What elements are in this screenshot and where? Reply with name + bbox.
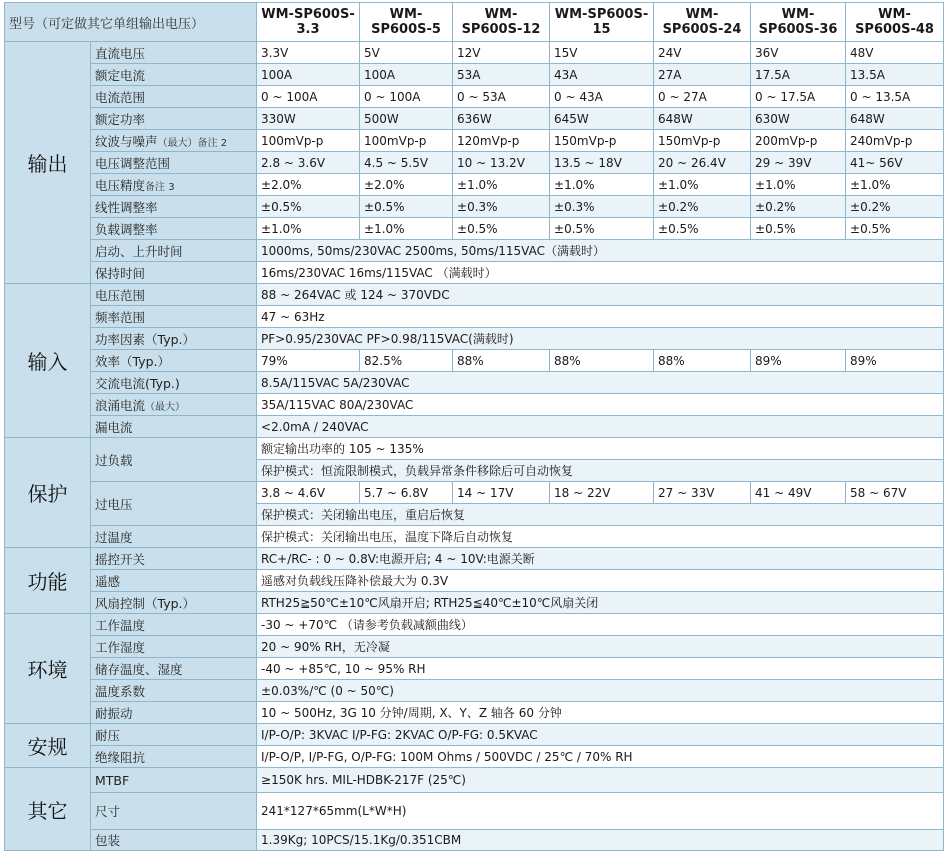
value-cell: RTH25≧50℃±10℃风扇开启; RTH25≦40℃±10℃风扇关闭 [257, 592, 944, 614]
table-row [5, 130, 944, 152]
table-row [5, 394, 944, 416]
value-cell: ±1.0% [257, 218, 360, 240]
table-row [5, 702, 944, 724]
row-label [91, 394, 257, 416]
row-label-text: 尺寸 [95, 804, 121, 819]
value-cell: 120mVp-p [453, 130, 550, 152]
value-cell: 330W [257, 108, 360, 130]
row-label-text: 保持时间 [95, 265, 146, 281]
row-label [91, 746, 257, 768]
value-cell: 43A [550, 64, 654, 86]
row-label [91, 152, 257, 174]
group-label-input: 输入 [5, 284, 91, 438]
row-label-text: 电压精度 [95, 177, 146, 193]
table-row [5, 372, 944, 394]
table-row [5, 416, 944, 438]
row-label-text: 耐振动 [95, 705, 133, 721]
value-cell: 100A [360, 64, 453, 86]
value-cell: <2.0mA / 240VAC [257, 416, 944, 438]
table-row [5, 793, 944, 830]
value-cell: 12V [453, 42, 550, 64]
value-cell: 27A [654, 64, 751, 86]
row-label-text: 风扇控制（Typ.） [95, 595, 195, 611]
value-cell: ±2.0% [257, 174, 360, 196]
value-cell: 1.39Kg; 10PCS/15.1Kg/0.351CBM [257, 830, 944, 851]
row-label [91, 482, 257, 526]
value-cell: RC+/RC- : 0 ~ 0.8V:电源开启; 4 ~ 10V:电源关断 [257, 548, 944, 570]
row-label-text: 工作湿度 [95, 639, 146, 655]
value-cell: 0 ~ 43A [550, 86, 654, 108]
row-label [91, 108, 257, 130]
value-cell: 20 ~ 90% RH，无冷凝 [257, 636, 944, 658]
row-label-text: 电流范围 [95, 89, 146, 105]
row-label [91, 658, 257, 680]
table-row [5, 174, 944, 196]
value-cell: 47 ~ 63Hz [257, 306, 944, 328]
row-label [91, 416, 257, 438]
value-cell: 240mVp-p [846, 130, 944, 152]
row-label [91, 636, 257, 658]
value-cell: ±1.0% [751, 174, 846, 196]
table-row [5, 350, 944, 372]
value-cell: ±2.0% [360, 174, 453, 196]
table-row [5, 306, 944, 328]
value-cell: ±1.0% [360, 218, 453, 240]
row-label [91, 130, 257, 152]
table-row [5, 680, 944, 702]
table-row [5, 768, 944, 793]
group-label-protection: 保护 [5, 438, 91, 548]
row-label-text: 频率范围 [95, 309, 146, 325]
value-cell: 额定输出功率的 105 ~ 135% [257, 438, 944, 460]
table-row [5, 658, 944, 680]
value-cell: ±0.5% [751, 218, 846, 240]
row-label-text: 负载调整率 [95, 221, 158, 237]
row-label-text: 纹波与噪声 [95, 133, 158, 149]
value-cell: 100mVp-p [257, 130, 360, 152]
row-label [91, 724, 257, 746]
value-cell: 89% [846, 350, 944, 372]
value-cell: -40 ~ +85℃, 10 ~ 95% RH [257, 658, 944, 680]
table-row [5, 262, 944, 284]
value-cell: ±0.5% [654, 218, 751, 240]
table-row [5, 482, 944, 504]
row-label [91, 548, 257, 570]
value-cell: 10 ~ 13.2V [453, 152, 550, 174]
row-label [91, 592, 257, 614]
row-label-note: 备注 3 [145, 181, 175, 193]
value-cell: ±0.3% [453, 196, 550, 218]
value-cell: ±0.3% [550, 196, 654, 218]
spec-table-body [5, 3, 944, 851]
row-label-text: 电压调整范围 [95, 155, 171, 171]
table-row [5, 614, 944, 636]
model-header: WM-SP600S-3.3 [257, 3, 360, 42]
value-cell: 0 ~ 27A [654, 86, 751, 108]
table-row [5, 42, 944, 64]
table-row [5, 240, 944, 262]
value-cell: 41~ 56V [846, 152, 944, 174]
row-label-text: 直流电压 [95, 45, 146, 61]
value-cell: 14 ~ 17V [453, 482, 550, 504]
row-label-text: 过温度 [95, 529, 133, 545]
model-header: WM-SP600S-15 [550, 3, 654, 42]
table-row [5, 284, 944, 306]
value-cell: 15V [550, 42, 654, 64]
value-cell: ±1.0% [846, 174, 944, 196]
value-cell: ±0.5% [846, 218, 944, 240]
table-row [5, 592, 944, 614]
value-cell: 648W [654, 108, 751, 130]
row-label [91, 702, 257, 724]
row-label-text: 线性调整率 [95, 199, 158, 215]
row-label-text: 摇控开关 [95, 551, 146, 567]
value-cell: 41 ~ 49V [751, 482, 846, 504]
row-label-text: 交流电流(Typ.) [95, 375, 180, 391]
table-row [5, 218, 944, 240]
model-header: WM-SP600S-36 [751, 3, 846, 42]
value-cell: ±0.03%/℃ (0 ~ 50℃) [257, 680, 944, 702]
value-cell: 0 ~ 100A [257, 86, 360, 108]
row-label-text: 温度系数 [95, 683, 146, 699]
table-row [5, 196, 944, 218]
value-cell: ±0.5% [360, 196, 453, 218]
table-row [5, 438, 944, 460]
value-cell: 88% [654, 350, 751, 372]
row-label-text: 耐压 [95, 727, 121, 743]
group-label-safety: 安规 [5, 724, 91, 768]
row-label-text: 额定功率 [95, 111, 146, 127]
value-cell: 13.5 ~ 18V [550, 152, 654, 174]
value-cell: 24V [654, 42, 751, 64]
value-cell: 35A/115VAC 80A/230VAC [257, 394, 944, 416]
table-row [5, 86, 944, 108]
table-row [5, 570, 944, 592]
row-label-text: 绝缘阻抗 [95, 749, 146, 765]
row-label [91, 328, 257, 350]
row-label-note: （最大） [145, 401, 186, 413]
value-cell: 200mVp-p [751, 130, 846, 152]
value-cell: 241*127*65mm(L*W*H) [257, 793, 944, 830]
value-cell: 20 ~ 26.4V [654, 152, 751, 174]
value-cell: 88% [550, 350, 654, 372]
value-cell: ≥150K hrs. MIL-HDBK-217F (25℃) [257, 768, 944, 793]
model-header: WM-SP600S-5 [360, 3, 453, 42]
row-label [91, 768, 257, 793]
row-label [91, 240, 257, 262]
value-cell: 保护模式：关闭输出电压，重启后恢复 [257, 504, 944, 526]
value-cell: 29 ~ 39V [751, 152, 846, 174]
row-label [91, 42, 257, 64]
table-row [5, 108, 944, 130]
value-cell: 150mVp-p [550, 130, 654, 152]
row-label [91, 306, 257, 328]
row-label [91, 793, 257, 830]
value-cell: 13.5A [846, 64, 944, 86]
row-label-text: 工作温度 [95, 617, 146, 633]
value-cell: 150mVp-p [654, 130, 751, 152]
model-label: 型号（可定做其它单组输出电压） [5, 3, 257, 42]
row-label-text: 电压范围 [95, 287, 146, 303]
value-cell: ±0.5% [550, 218, 654, 240]
header-row [5, 3, 944, 42]
row-label [91, 196, 257, 218]
value-cell: ±0.5% [257, 196, 360, 218]
group-label-other: 其它 [5, 768, 91, 851]
table-row [5, 526, 944, 548]
row-label [91, 614, 257, 636]
value-cell: ±1.0% [453, 174, 550, 196]
model-header: WM-SP600S-48 [846, 3, 944, 42]
value-cell: 保护模式：恒流限制模式，负载异常条件移除后可自动恢复 [257, 460, 944, 482]
value-cell: 82.5% [360, 350, 453, 372]
value-cell: 10 ~ 500Hz, 3G 10 分钟/周期, X、Y、Z 轴各 60 分钟 [257, 702, 944, 724]
row-label [91, 86, 257, 108]
value-cell: 636W [453, 108, 550, 130]
value-cell: 48V [846, 42, 944, 64]
value-cell: 18 ~ 22V [550, 482, 654, 504]
value-cell: I/P-O/P, I/P-FG, O/P-FG: 100M Ohms / 500VDC / 25℃ / 70% RH [257, 746, 944, 768]
row-label-text: 浪涌电流 [95, 397, 146, 413]
value-cell: 保护模式：关闭输出电压，温度下降后自动恢复 [257, 526, 944, 548]
row-label-text: 功率因素（Typ.） [95, 331, 195, 347]
value-cell: 88% [453, 350, 550, 372]
table-row [5, 548, 944, 570]
value-cell: 16ms/230VAC 16ms/115VAC （满载时） [257, 262, 944, 284]
value-cell: 5.7 ~ 6.8V [360, 482, 453, 504]
model-header: WM-SP600S-12 [453, 3, 550, 42]
value-cell: 5V [360, 42, 453, 64]
value-cell: 遥感对负载线压降补偿最大为 0.3V [257, 570, 944, 592]
value-cell: 3.3V [257, 42, 360, 64]
value-cell: 645W [550, 108, 654, 130]
row-label [91, 174, 257, 196]
group-label-function: 功能 [5, 548, 91, 614]
row-label [91, 218, 257, 240]
row-label [91, 680, 257, 702]
row-label-text: 过电压 [95, 496, 133, 512]
row-label-text: 包装 [95, 833, 121, 848]
value-cell: ±0.2% [751, 196, 846, 218]
table-row [5, 152, 944, 174]
value-cell: 0 ~ 13.5A [846, 86, 944, 108]
value-cell: 0 ~ 100A [360, 86, 453, 108]
row-label [91, 438, 257, 482]
row-label-text: 效率（Typ.） [95, 353, 170, 369]
value-cell: PF>0.95/230VAC PF>0.98/115VAC(满载时) [257, 328, 944, 350]
value-cell: 630W [751, 108, 846, 130]
row-label-text: MTBF [95, 772, 130, 788]
row-label-text: 漏电流 [95, 419, 133, 435]
value-cell: 3.8 ~ 4.6V [257, 482, 360, 504]
value-cell: 17.5A [751, 64, 846, 86]
value-cell: 100mVp-p [360, 130, 453, 152]
value-cell: 88 ~ 264VAC 或 124 ~ 370VDC [257, 284, 944, 306]
row-label [91, 372, 257, 394]
row-label [91, 262, 257, 284]
value-cell: ±0.5% [453, 218, 550, 240]
row-label-text: 过负载 [95, 452, 133, 468]
row-label [91, 350, 257, 372]
row-label [91, 64, 257, 86]
row-label-text: 遥感 [95, 573, 121, 589]
value-cell: -30 ~ +70℃ （请参考负载减额曲线） [257, 614, 944, 636]
table-row [5, 830, 944, 851]
row-label [91, 526, 257, 548]
value-cell: ±0.2% [654, 196, 751, 218]
value-cell: 36V [751, 42, 846, 64]
value-cell: 58 ~ 67V [846, 482, 944, 504]
group-label-environment: 环境 [5, 614, 91, 724]
value-cell: 1000ms, 50ms/230VAC 2500ms, 50ms/115VAC（满载时） [257, 240, 944, 262]
value-cell: ±1.0% [550, 174, 654, 196]
spec-table [4, 2, 944, 851]
value-cell: 0 ~ 53A [453, 86, 550, 108]
value-cell: 8.5A/115VAC 5A/230VAC [257, 372, 944, 394]
value-cell: 53A [453, 64, 550, 86]
row-label-text: 额定电流 [95, 67, 146, 83]
row-label-text: 启动、上升时间 [95, 243, 183, 259]
row-label [91, 830, 257, 851]
table-row [5, 328, 944, 350]
value-cell: 79% [257, 350, 360, 372]
value-cell: 500W [360, 108, 453, 130]
value-cell: 0 ~ 17.5A [751, 86, 846, 108]
value-cell: 89% [751, 350, 846, 372]
value-cell: I/P-O/P: 3KVAC I/P-FG: 2KVAC O/P-FG: 0.5KVAC [257, 724, 944, 746]
value-cell: 2.8 ~ 3.6V [257, 152, 360, 174]
table-row [5, 64, 944, 86]
row-label [91, 570, 257, 592]
table-row [5, 724, 944, 746]
model-header: WM-SP600S-24 [654, 3, 751, 42]
value-cell: 648W [846, 108, 944, 130]
value-cell: ±1.0% [654, 174, 751, 196]
row-label-note: （最大）备注 2 [157, 137, 228, 149]
group-label-output: 输出 [5, 42, 91, 284]
row-label-text: 储存温度、湿度 [95, 661, 183, 677]
value-cell: 27 ~ 33V [654, 482, 751, 504]
value-cell: 100A [257, 64, 360, 86]
table-row [5, 746, 944, 768]
value-cell: 4.5 ~ 5.5V [360, 152, 453, 174]
table-row [5, 636, 944, 658]
row-label [91, 284, 257, 306]
value-cell: ±0.2% [846, 196, 944, 218]
